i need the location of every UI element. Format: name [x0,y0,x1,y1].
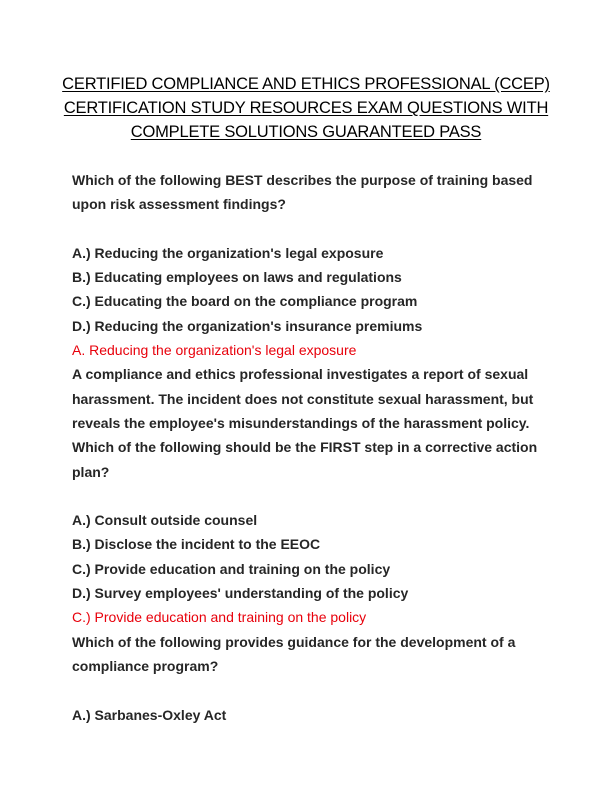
question-2 [72,362,552,483]
question-line: compliance program? [72,657,219,674]
title-line: CERTIFICATION STUDY RESOURCES EXAM QUESTIONS WITH [63,99,549,117]
question-line: plan? [72,463,110,480]
title-line: COMPLETE SOLUTIONS GUARANTEED PASS [130,123,482,141]
option: B.) Disclose the incident to the EEOC [72,536,321,553]
question-line: Which of the following provides guidance for the development of a [72,633,516,650]
option: A.) Sarbanes-Oxley Act [72,706,227,723]
question-line: upon risk assessment findings? [72,196,286,213]
question-line: A compliance and ethics professional investigates a report of sexual [72,366,529,383]
question-line: Which of the following should be the FIRST step in a corrective action [72,439,538,456]
document-title [60,72,552,144]
answer: A. Reducing the organization's legal exposure [72,342,357,359]
answer: C.) Provide education and training on the policy [72,609,367,626]
question-line: Which of the following BEST describes the purpose of training based [72,172,533,188]
option: C.) Educating the board on the compliance program [72,293,418,310]
question-line: reveals the employee's misunderstandings of the harassment policy. [72,414,530,431]
option: A.) Reducing the organization's legal exposure [72,244,384,261]
question-1 [72,168,552,217]
option: C.) Provide education and training on the policy [72,560,391,577]
option: D.) Survey employees' understanding of the policy [72,585,409,602]
document-body [72,168,552,727]
option: B.) Educating employees on laws and regulations [72,269,402,286]
spacer [72,484,552,508]
option: A.) Consult outside counsel [72,512,258,529]
question-line: harassment. The incident does not constitute sexual harassment, but [72,390,534,407]
option: D.) Reducing the organization's insurance premiums [72,317,423,334]
spacer [72,678,552,702]
title-line: CERTIFIED COMPLIANCE AND ETHICS PROFESSIONAL (CCEP) [62,75,550,93]
spacer [72,217,552,241]
question-3 [72,630,552,679]
